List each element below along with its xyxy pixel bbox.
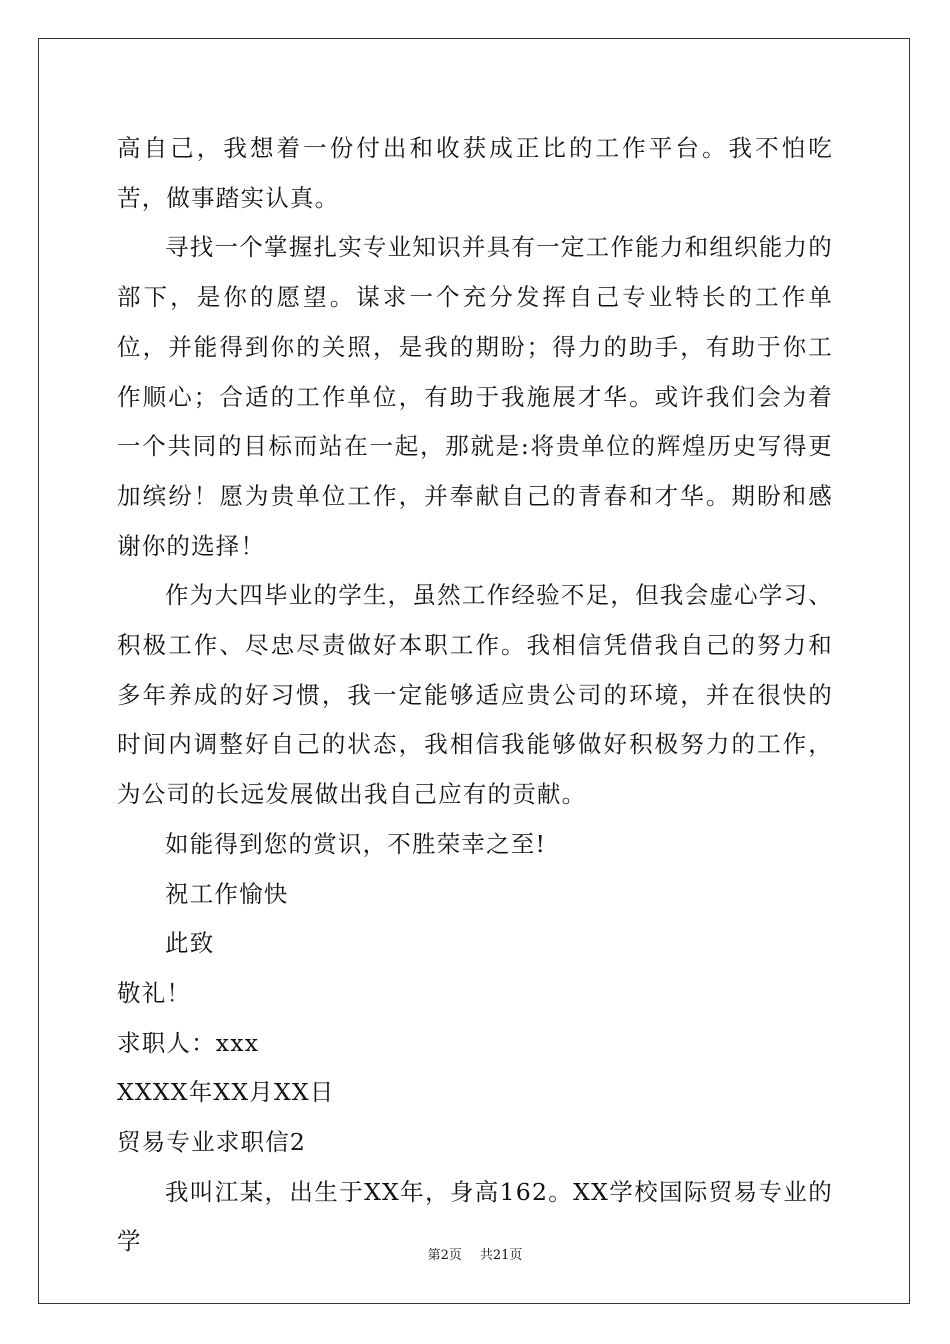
paragraph: 我叫江某，出生于XX年，身高162。XX学校国际贸易专业的学 [117, 1177, 833, 1256]
paragraph: 寻找一个掌握扎实专业知识并具有一定工作能力和组织能力的部下，是你的愿望。谋求一个充分发挥自己专业特长的工作单位，并能得到你的关照，是我的期盼；得力的助手，有助于你工作顺心；合适的工作单位，有助于我施展才华。或许我们会为着一个共同的目标而站在一起，那就是:将贵单位的辉煌历史写得更加缤纷！愿为贵单位工作，并奉献自己的青春和才华。期盼和感谢你的选择！ [117, 233, 833, 560]
paragraph: 如能得到您的赏识，不胜荣幸之至! [165, 829, 547, 858]
page-number: 第2页 [427, 1248, 462, 1263]
paragraph: 作为大四毕业的学生，虽然工作经验不足，但我会虚心学习、积极工作、尽忠尽责做好本职工作。我相信凭借我自己的努力和多年养成的好习惯，我一定能够适应贵公司的环境，并在很快的时间内调整好自己的状态，我相信我能够做好积极努力的工作，为公司的长远发展做出我自己应有的贡献。 [117, 581, 833, 809]
document-body [117, 124, 833, 1267]
signature-applicant: 求职人：xxx [117, 1028, 260, 1057]
closing-regards: 敬礼！ [117, 978, 192, 1007]
paragraph: 高自己，我想着一份付出和收获成正比的工作平台。我不怕吃苦，做事踏实认真。 [117, 134, 833, 212]
section-heading: 贸易专业求职信2 [117, 1128, 307, 1157]
page-footer [0, 1248, 950, 1264]
closing-salutation: 此致 [165, 929, 215, 958]
page-total: 共21页 [479, 1248, 523, 1263]
signature-date: XXXX年XX月XX日 [117, 1078, 335, 1107]
closing-wish: 祝工作愉快 [165, 879, 289, 908]
